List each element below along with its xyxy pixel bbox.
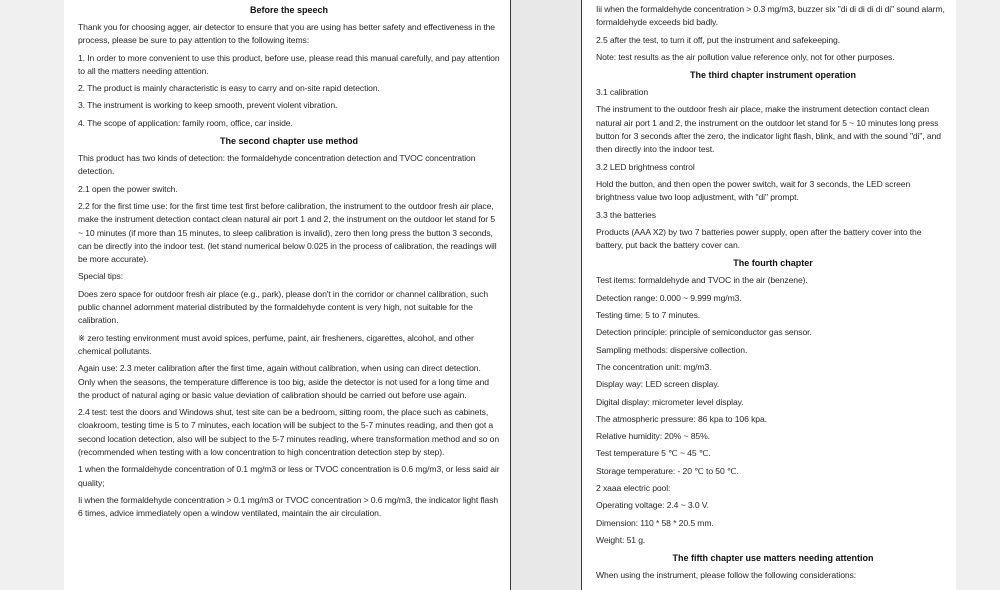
paragraph: Does zero space for outdoor fresh air place (e.g., park), please don't in the corridor or channel calibration, such public channel adornment material distributed by the formaldehyde content is very high, not suitable for the calibration. — [78, 288, 489, 326]
paragraph: Weight: 51 g. — [596, 534, 646, 545]
paragraph: 1 when the formaldehyde concentration of 0.1 mg/m3 or less or TVOC concentration is 0.6 mg/m3, or less said air quality; — [78, 464, 500, 488]
paragraph: 3.3 the batteries — [596, 209, 656, 220]
paragraph: Products (AAA X2) by two 7 batteries power supply, open after the battery cover into the battery, put back the battery cover can. — [596, 226, 922, 251]
paragraph: Detection principle: principle of semiconductor gas sensor. — [596, 327, 812, 338]
paragraph: Thank you for choosing agger, air detector to ensure that you are using has better safety and effectiveness in the process, please be sure to pay attention to the following items: — [78, 22, 495, 46]
paragraph: 2 xaaa electric pool: — [596, 483, 671, 494]
paragraph: Sampling methods: dispersive collection. — [596, 344, 748, 355]
paragraph: The instrument to the outdoor fresh air place, make the instrument detection contact clean natural air port 1 and 2, the instrument on the outdoor let stand for 5 ~ 10 minutes long press button for 3 seconds after the zero, the indicator light flash, blink, and with the sound "di", and then directly into the indoor test. — [596, 104, 941, 155]
paragraph: Note: test results as the air pollution value reference only, not for other purposes. — [596, 51, 895, 62]
paragraph: When using the instrument, please follow the following considerations: — [596, 570, 857, 581]
paragraph: 2.4 test: test the doors and Windows shut, test site can be a bedroom, sitting room, the place such as cabinets, cloakroom, testing time is 5 to 7 minutes, each location will be subject to the 5-7 minutes reading, and then got a second location detection, also will be subject to the 5-7 minutes reading, where transformation method and so on (recommended when testing with a low concentration to high concentration detection step by step). — [78, 407, 500, 458]
paragraph: 3.2 LED brightness control — [596, 161, 695, 172]
paragraph: Hold the button, and then open the power switch, wait for 3 seconds, the LED screen brightness value two loop adjustment, with "di" prompt. — [596, 178, 911, 203]
paragraph: 2.5 after the test, to turn it off, put the instrument and safekeeping. — [596, 34, 841, 45]
paragraph: Relative humidity: 20% ~ 85%. — [596, 431, 710, 442]
page-gap — [510, 0, 582, 590]
paragraph: Testing time: 5 to 7 minutes. — [596, 310, 701, 321]
paragraph: Ii when the formaldehyde concentration > 0.1 mg/m3 or TVOC concentration > 0.6 mg/m3, the indicator light flash 6 times, advice immediately open a window ventilated, maintain the air circulation. — [78, 494, 499, 519]
paragraph: This product has two kinds of detection: the formaldehyde concentration detection and TVOC concentration detection. — [78, 153, 476, 177]
paragraph: 2. The product is mainly characteristic is easy to carry and on-site rapid detection. — [78, 83, 380, 94]
section-heading: The third chapter instrument operation — [689, 70, 856, 81]
paragraph: 2.2 for the first time use: for the first time test first before calibration, the instrument to the outdoor fresh air place, make the instrument detection contact clean natural air port 1 and 2, the instrument on the outdoor let stand for 5 ~ 10 minutes (if more than 15 minutes, to sleep calibration is invalid), zero then long press the button 3 seconds, can be directly into the indoor test. (let stand numerical below 0.025 in the process of calibration, the readings will be more accurate). — [78, 200, 497, 265]
section-heading: The second chapter use method — [219, 136, 359, 147]
paragraph: Iii when the formaldehyde concentration > 0.3 mg/m3, buzzer six "di di di di di di" sound alarm, formaldehyde exceeds bid badly. — [596, 4, 945, 28]
section-heading: The fifth chapter use matters needing attention — [672, 553, 874, 564]
paragraph: The concentration unit: mg/m3. — [596, 361, 712, 372]
paragraph: 4. The scope of application: family room, office, car inside. — [78, 117, 293, 128]
paragraph: Detection range: 0.000 ~ 9.999 mg/m3. — [596, 292, 742, 303]
document-page-left — [64, 0, 510, 590]
paragraph: Special tips: — [78, 271, 124, 282]
paragraph: 3.1 calibration — [596, 87, 649, 98]
paragraph: Display way: LED screen display. — [596, 379, 720, 390]
page-content — [596, 0, 950, 583]
paragraph: Digital display: micrometer level display. — [596, 396, 744, 407]
document-page-right — [582, 0, 956, 590]
paragraph: Test items: formaldehyde and TVOC in the air (benzene). — [596, 275, 808, 286]
paragraph: Again use: 2.3 meter calibration after the first time, again without calibration, when using can direct detection. Only when the seasons, the temperature difference is too big, aside the detector is not used for a long time and the product of natural aging or basic value deviation of calibration should be carried out before use again. — [78, 363, 489, 400]
page-content — [78, 0, 500, 521]
paragraph: Dimension: 110 * 58 * 20.5 mm. — [596, 517, 714, 528]
section-heading: The fourth chapter — [733, 258, 813, 269]
paragraph: 1. In order to more convenient to use this product, before use, please read this manual carefully, and pay attention to all the matters needing attention. — [78, 52, 500, 76]
paragraph: 3. The instrument is working to keep smooth, prevent violent vibration. — [78, 100, 338, 111]
paragraph: ※ zero testing environment must avoid spices, perfume, paint, air fresheners, cigarettes, alcohol, and other chemical pollutants. — [78, 332, 474, 356]
paragraph: Test temperature 5 ℃ ~ 45 ℃. — [596, 448, 711, 459]
paragraph: Storage temperature: - 20 ℃ to 50 ℃. — [596, 465, 739, 476]
paragraph: Operating voltage: 2.4 ~ 3.0 V. — [596, 500, 709, 511]
paragraph: 2.1 open the power switch. — [78, 183, 178, 194]
paragraph: The atmospheric pressure: 86 kpa to 106 kpa. — [596, 413, 767, 424]
section-heading: Before the speech — [249, 5, 329, 15]
workspace-left-margin — [0, 0, 64, 590]
workspace-right-margin — [956, 0, 1000, 590]
